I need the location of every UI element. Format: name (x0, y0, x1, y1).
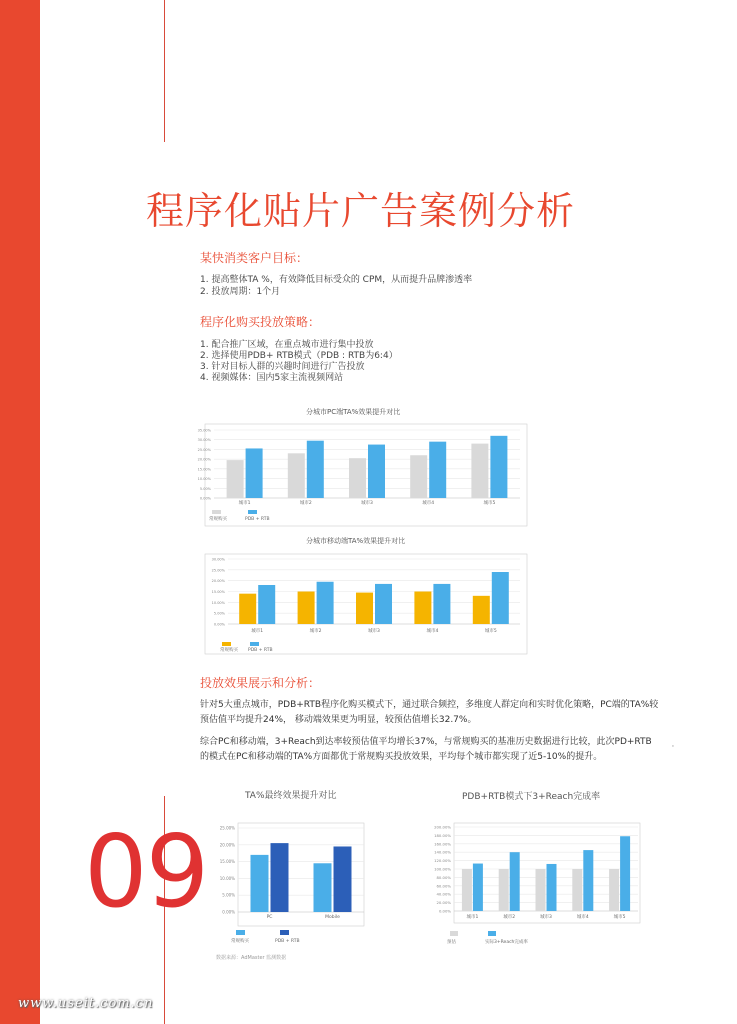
legend-swatch (250, 642, 259, 646)
bar-baseline (410, 455, 427, 498)
x-tick-label: 城市3 (540, 915, 552, 920)
x-tick-label: 城市5 (484, 629, 497, 634)
page-title: 程序化贴片广告案例分析 (146, 189, 576, 233)
pc-chart-title: 分城市PC端TA%效果提升对比 (306, 408, 401, 416)
bar-baseline (414, 592, 431, 625)
legend-label: 常规购买 (231, 939, 249, 944)
bar-pdb-rtb (258, 585, 275, 624)
x-tick-label: Mobile (325, 915, 340, 920)
x-tick-label: 城市4 (426, 629, 439, 634)
bar-baseline (471, 444, 488, 498)
y-tick-label: 20.00% (436, 900, 451, 906)
bar-pdb-rtb (307, 441, 324, 498)
page-number: 09 (84, 813, 208, 930)
y-tick-label: 20.00% (211, 579, 225, 584)
bar-pdb-rtb (490, 436, 507, 498)
y-tick-label: 200.00% (434, 824, 451, 830)
x-tick-label: 城市2 (503, 915, 516, 920)
x-tick-label: 城市5 (613, 915, 626, 920)
top-divider-line (164, 0, 165, 142)
y-tick-label: 40.00% (436, 891, 451, 897)
y-tick-label: 0.00% (438, 908, 451, 914)
y-tick-label: 35.00% (197, 428, 211, 433)
bar-pdb-rtb (246, 448, 263, 498)
legend-swatch (222, 642, 231, 646)
bar-pdb-rtb (334, 846, 352, 912)
legend-swatch (248, 510, 257, 514)
legend-swatch (236, 930, 245, 935)
bar-pdb-rtb (429, 442, 446, 498)
bar-pdb-rtb (368, 445, 385, 498)
y-tick-label: 10.00% (197, 477, 211, 482)
legend-label: 预估 (447, 940, 456, 945)
goal-item: 2. 投放周期：1个月 (200, 287, 281, 297)
y-tick-label: 20.00% (219, 842, 235, 848)
bar-baseline (356, 593, 373, 624)
bar-baseline (288, 453, 305, 498)
legend-swatch (212, 510, 221, 514)
stray-mark: ' (672, 744, 674, 752)
x-tick-label: 城市3 (361, 501, 373, 506)
y-tick-label: 80.00% (436, 874, 451, 880)
analysis-heading: 投放效果展示和分析： (200, 676, 321, 690)
y-tick-label: 15.00% (219, 859, 235, 865)
bar-pdb-rtb (547, 864, 557, 911)
source-note: 数据来源：AdMaster 监测数据 (216, 955, 287, 961)
bar-pdb-rtb (433, 584, 450, 624)
final-chart (210, 818, 370, 946)
y-tick-label: 120.00% (434, 858, 451, 864)
bar-baseline (251, 855, 269, 912)
reach-chart (420, 818, 650, 948)
reach-chart-title: PDB+RTB模式下3+Reach完成率 (462, 792, 601, 802)
y-tick-label: 25.00% (219, 825, 235, 831)
y-tick-label: 5.00% (199, 486, 211, 491)
bar-pdb-rtb (620, 836, 630, 911)
y-tick-label: 10.00% (219, 875, 235, 881)
analysis-paragraph: 针对5大重点城市，PDB+RTB程序化购买模式下，通过联合频控，多维度人群定向和实时优化策略，PC端的TA%较预估值平均提升24%， 移动端效果更为明显，较预估值增长32.7%。 (200, 700, 659, 725)
bar-baseline (227, 460, 244, 498)
legend-label: 常规购买 (220, 648, 238, 653)
bar-pdb-rtb (583, 850, 593, 911)
y-tick-label: 0.00% (213, 622, 225, 627)
strategy-item: 1. 配合推广区域，在重点城市进行集中投放 (200, 340, 374, 350)
x-tick-label: 城市2 (309, 629, 322, 634)
goal-heading: 某快消类客户目标： (200, 251, 309, 265)
strategy-item: 3. 针对目标人群的兴趣时间进行广告投放 (200, 362, 365, 372)
x-tick-label: PC (266, 915, 273, 920)
mobile-chart (200, 552, 530, 656)
bar-baseline (609, 869, 619, 911)
watermark: www.useit.com.cn (18, 996, 154, 1011)
bar-baseline (239, 594, 256, 624)
analysis-paragraph: 综合PC和移动端，3+Reach到达率较预估值平均增长37%，与常规购买的基准历史数据进行比较，此次PD+RTB的模式在PC和移动端的TA%方面都优于常规购买投放效果，平均每个城市都实现了近5-10%的提升。 (200, 737, 652, 762)
y-tick-label: 0.00% (199, 496, 211, 501)
bar-pdb-rtb (375, 584, 392, 624)
bar-pdb-rtb (510, 852, 520, 911)
goal-item: 1. 提高整体TA %，有效降低目标受众的 CPM，从而提升品牌渗透率 (200, 275, 473, 285)
y-tick-label: 0.00% (222, 909, 235, 915)
bar-baseline (349, 458, 366, 498)
x-tick-label: 城市5 (483, 501, 496, 506)
bar-pdb-rtb (271, 843, 289, 912)
legend-label: 实际3+Reach完成率 (485, 940, 528, 945)
y-tick-label: 15.00% (211, 590, 225, 594)
bar-baseline (499, 869, 509, 911)
y-tick-label: 30.00% (211, 557, 225, 562)
y-tick-label: 180.00% (434, 832, 451, 838)
y-tick-label: 60.00% (436, 883, 451, 889)
pc-chart (197, 422, 530, 530)
y-tick-label: 25.00% (211, 568, 225, 573)
legend-swatch (280, 930, 289, 935)
x-tick-label: 城市3 (368, 629, 380, 634)
x-tick-label: 城市4 (576, 915, 589, 920)
legend-label: 常规购买 (209, 517, 227, 522)
y-tick-label: 160.00% (434, 841, 451, 847)
left-accent-bar (0, 0, 40, 1024)
bar-baseline (473, 596, 490, 624)
bar-baseline (572, 869, 582, 911)
y-tick-label: 5.00% (213, 611, 225, 616)
legend-label: PDB + RTB (275, 939, 300, 944)
y-tick-label: 15.00% (197, 467, 211, 472)
legend-label: PDB + RTB (248, 648, 273, 653)
y-tick-label: 25.00% (197, 447, 211, 452)
legend-swatch (450, 931, 458, 936)
x-tick-label: 城市2 (299, 501, 312, 506)
bar-pdb-rtb (473, 864, 483, 911)
legend-label: PDB + RTB (245, 517, 270, 522)
bar-pdb-rtb (492, 572, 509, 624)
x-tick-label: 城市4 (422, 501, 435, 506)
strategy-heading: 程序化购买投放策略： (200, 315, 321, 329)
bar-baseline (314, 863, 332, 912)
y-tick-label: 100.00% (434, 866, 451, 872)
bar-pdb-rtb (317, 582, 334, 624)
x-tick-label: 城市1 (238, 501, 251, 506)
y-tick-label: 140.00% (434, 849, 451, 855)
bar-baseline (298, 592, 315, 625)
y-tick-label: 10.00% (211, 600, 225, 605)
legend-swatch (488, 931, 496, 936)
x-tick-label: 城市1 (466, 915, 479, 920)
strategy-item: 2. 选择使用PDB+ RTB模式（PDB : RTB为6:4） (200, 351, 398, 361)
y-tick-label: 20.00% (197, 457, 211, 462)
x-tick-label: 城市1 (251, 629, 264, 634)
y-tick-label: 5.00% (222, 892, 235, 898)
strategy-item: 4. 视频媒体：国内5家主流视频网站 (200, 373, 344, 383)
final-chart-title: TA%最终效果提升对比 (245, 791, 337, 801)
y-tick-label: 30.00% (197, 438, 211, 443)
bar-baseline (462, 869, 472, 911)
mobile-chart-title: 分城市移动端TA%效果提升对比 (306, 537, 406, 545)
bar-baseline (536, 869, 546, 911)
